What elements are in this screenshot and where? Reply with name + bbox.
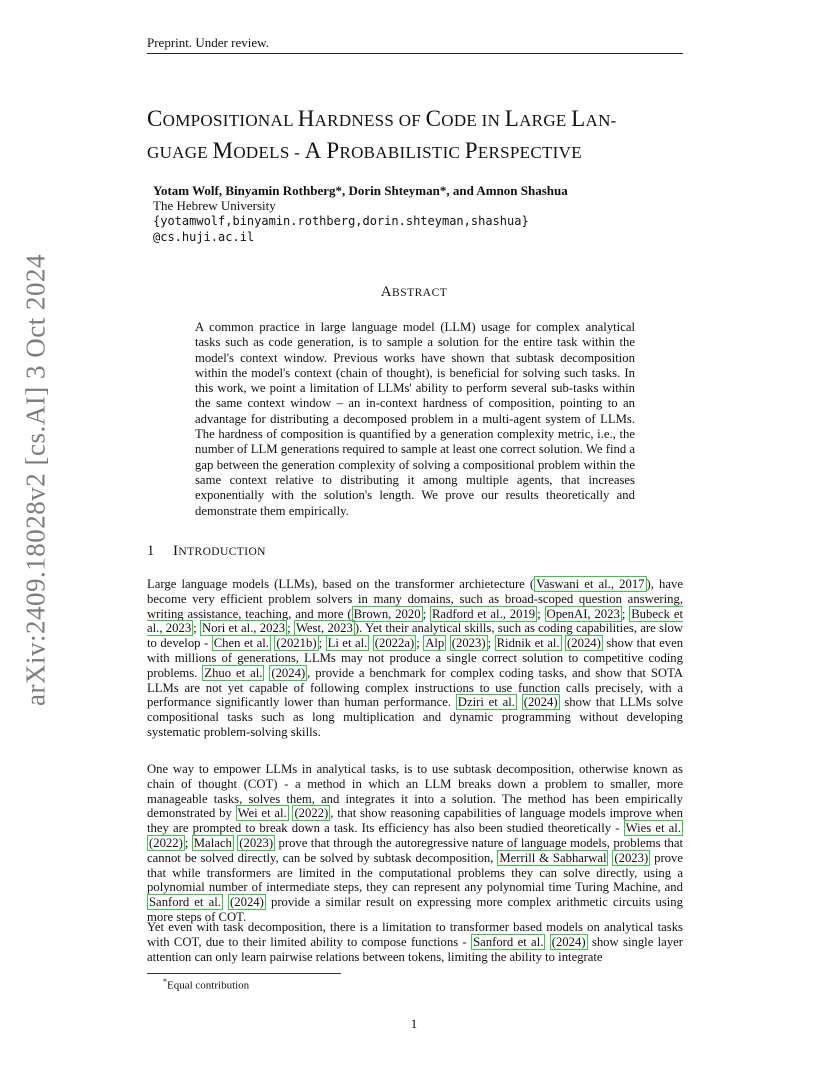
paragraph-text: Large language models (LLMs), based on the transformer archietecture ( bbox=[147, 577, 535, 591]
title-cap: M bbox=[212, 138, 234, 163]
citation-link[interactable]: Sanford et al. bbox=[473, 934, 544, 949]
title-cap: L bbox=[571, 106, 586, 131]
citation-link[interactable]: (2023) bbox=[239, 835, 274, 850]
title-smallcaps: ROBABILISTIC bbox=[339, 143, 465, 162]
citation-link[interactable]: (2024) bbox=[523, 695, 558, 710]
citation-link[interactable]: West, 2023 bbox=[295, 621, 353, 636]
paragraph-text: ; bbox=[621, 606, 630, 621]
paragraph-text: ; bbox=[318, 636, 326, 651]
paragraph-text: One way to empower LLMs in analytical tasks, is to use subtask decomposition, otherwise known as chain of thought (COT) - a method in which an LLM breaks down a problem to smaller, more manageable tasks, solves them, and integrates it into a solution. The method has been empirically demonstrated by bbox=[147, 762, 683, 821]
citation-link[interactable]: Bubeck et al., 2023 bbox=[147, 606, 683, 636]
section-number: 1 bbox=[147, 543, 155, 559]
title-smallcaps: OMPOSITIONAL bbox=[162, 111, 298, 130]
title-cap: C bbox=[425, 106, 442, 131]
title-smallcaps: ERSPECTIVE bbox=[477, 143, 582, 162]
title-smallcaps: ODE IN bbox=[441, 111, 505, 130]
paragraph-text: ; bbox=[193, 621, 200, 636]
citation-link[interactable]: Malach bbox=[193, 835, 232, 850]
citation-link[interactable]: Sanford et al. bbox=[149, 895, 221, 910]
arxiv-identifier: arXiv:2409.18028v2 [cs.AI] 3 Oct 2024 bbox=[20, 254, 51, 706]
paragraph-text: ; bbox=[184, 835, 192, 850]
citation-link[interactable]: Alp bbox=[425, 636, 445, 651]
title-smallcaps: GUAGE bbox=[147, 143, 213, 162]
citation-link[interactable]: Radford et al., 2019 bbox=[431, 606, 536, 621]
paragraph-text: ), have become very efficient problem solvers in many domains, such as broad-scoped question answering, writing assistance, teaching, and more ( bbox=[147, 577, 683, 621]
citation-link[interactable]: OpenAI, 2023 bbox=[546, 606, 620, 621]
title-cap: C bbox=[147, 106, 163, 131]
citation-link[interactable]: Merrill & Sabharwal bbox=[499, 850, 607, 865]
intro-paragraph-2 bbox=[147, 762, 683, 925]
footnote: *Equal contribution bbox=[163, 977, 250, 992]
citation-link[interactable]: (2022a) bbox=[374, 636, 415, 651]
paragraph-text: ; bbox=[537, 606, 545, 621]
paragraph-text: prove that while transformers are limited in the computational problems they can solve directly, using a polynomial number of intermediate steps, they can represent any polynomial time Turing Machine, and bbox=[147, 850, 684, 895]
page-number: 1 bbox=[410, 1016, 418, 1031]
citation-link[interactable]: Dziri et al. bbox=[457, 695, 515, 710]
email-line: {yotamwolf,binyamin.rothberg,dorin.shteyman,shashua} bbox=[153, 214, 529, 228]
paragraph-text: prove that through the autoregressive nature of language models, problems that cannot be solved directly, can be solved by subtask decomposition, bbox=[147, 835, 683, 865]
paragraph-text: show that even with millions of generations, LLMs may not produce a single correct solution to competitive coding problems. bbox=[147, 636, 684, 680]
title-cap: P bbox=[464, 138, 478, 163]
citation-link[interactable]: Li et al. bbox=[327, 636, 368, 651]
title-smallcaps: ODELS - bbox=[233, 143, 305, 162]
title-cap: H bbox=[297, 106, 315, 131]
paper-title bbox=[147, 104, 707, 168]
author-list: Yotam Wolf, Binyamin Rothberg*, Dorin Shteyman*, and Amnon Shashua bbox=[153, 183, 568, 198]
section-heading-introduction: 1 INTRODUCTION bbox=[147, 543, 266, 559]
paragraph-text: show single layer attention can only learn pairwise relations between tokens, limiting the ability to integrate bbox=[147, 934, 684, 964]
title-cap: A bbox=[304, 138, 327, 163]
paragraph-text: , that show reasoning capabilities of language models improve when they are prompted to break down a task. Its efficiency has also been studied theoretically - bbox=[147, 806, 683, 836]
abstract-heading: ABSTRACT bbox=[380, 284, 448, 300]
citation-link[interactable]: Vaswani et al., 2017 bbox=[536, 577, 645, 591]
paragraph-text: show that LLMs solve compositional tasks such as long multiplication and dynamic programming without developing systematic problem-solving skills. bbox=[147, 695, 684, 739]
citation-link[interactable]: (2024) bbox=[271, 665, 306, 680]
paragraph-text: ; bbox=[416, 636, 424, 651]
paragraph-text: Yet even with task decomposition, there is a limitation to transformer based models on analytical tasks with COT, due to their limited ability to compose functions - bbox=[147, 920, 683, 949]
header-rule bbox=[147, 53, 683, 54]
citation-link[interactable]: (2024) bbox=[567, 636, 601, 651]
citation-link[interactable]: Wies et al. bbox=[625, 821, 681, 836]
paragraph-text bbox=[517, 695, 522, 709]
citation-link[interactable]: (2021b) bbox=[276, 636, 317, 651]
running-header: Preprint. Under review. bbox=[147, 35, 269, 50]
citation-link[interactable]: Ridnik et al. bbox=[496, 636, 560, 651]
paragraph-text: ; bbox=[422, 606, 430, 621]
paragraph-text: provide a similar result on expressing more complex arithmetic circuits using more steps of COT. bbox=[147, 895, 683, 924]
citation-link[interactable]: (2024) bbox=[230, 895, 264, 910]
abstract-body: A common practice in large language model (LLM) usage for complex analytical tasks such as code generation, is to sample a solution for the entire task within the model's context window. Previous works have shown that subtask decomposition within the model's context (chain of thought), is beneficial for solving such tasks. In this work, we point a limitation of LLMs' ability to perform several sub-tasks within the same context window – an in-context hardness of composition, pointing to an advantage for distributing a decomposed problem in a multi-agent system of LLMs. The hardness of composition is quantified by a generation complexity metric, i.e., the number of LLM generations required to sample at least one correct solution. We find a gap between the generation complexity of solving a compositional problem within the same context relative to distributing it among multiple agents, that increases exponentially with the solution's length. We prove our results theoretically and demonstrate them empirically. bbox=[195, 320, 635, 518]
citation-link[interactable]: Brown, 2020 bbox=[353, 606, 421, 621]
intro-paragraph-1 bbox=[147, 577, 683, 740]
paragraph-text: ; bbox=[487, 636, 495, 651]
citation-link[interactable]: (2023) bbox=[451, 636, 486, 651]
citation-link[interactable]: Wei et al. bbox=[237, 806, 287, 821]
citation-link[interactable]: (2024) bbox=[551, 934, 586, 949]
citation-link[interactable]: (2022) bbox=[149, 835, 183, 850]
title-smallcaps: ARDNESS OF bbox=[314, 111, 426, 130]
intro-paragraph-3 bbox=[147, 920, 683, 964]
citation-link[interactable]: Nori et al., 2023 bbox=[201, 621, 286, 636]
footnote-rule bbox=[147, 973, 341, 974]
paragraph-text: , provide a benchmark for complex coding tasks, and show that SOTA LLMs are not yet capable of following complex instructions to use function calls precisely, with a performance significantly lower than human performance. bbox=[147, 665, 683, 710]
citation-link[interactable]: Chen et al. bbox=[213, 636, 269, 651]
citation-link[interactable]: (2022) bbox=[294, 806, 329, 821]
author-emails bbox=[153, 213, 529, 245]
citation-link[interactable]: (2023) bbox=[614, 850, 649, 865]
title-cap: P bbox=[326, 138, 340, 163]
title-smallcaps: ARGE bbox=[519, 111, 572, 130]
email-line: @cs.huji.ac.il bbox=[153, 230, 255, 244]
title-cap: L bbox=[504, 106, 520, 131]
title-smallcaps: AN- bbox=[585, 111, 617, 130]
citation-link[interactable]: Zhuo et al. bbox=[204, 665, 263, 680]
paragraph-text: ; bbox=[287, 621, 294, 636]
affiliation: The Hebrew University bbox=[153, 198, 276, 213]
paragraph-text: ). Yet their analytical skills, such as coding capabilities, are slow to develop - bbox=[147, 621, 683, 651]
